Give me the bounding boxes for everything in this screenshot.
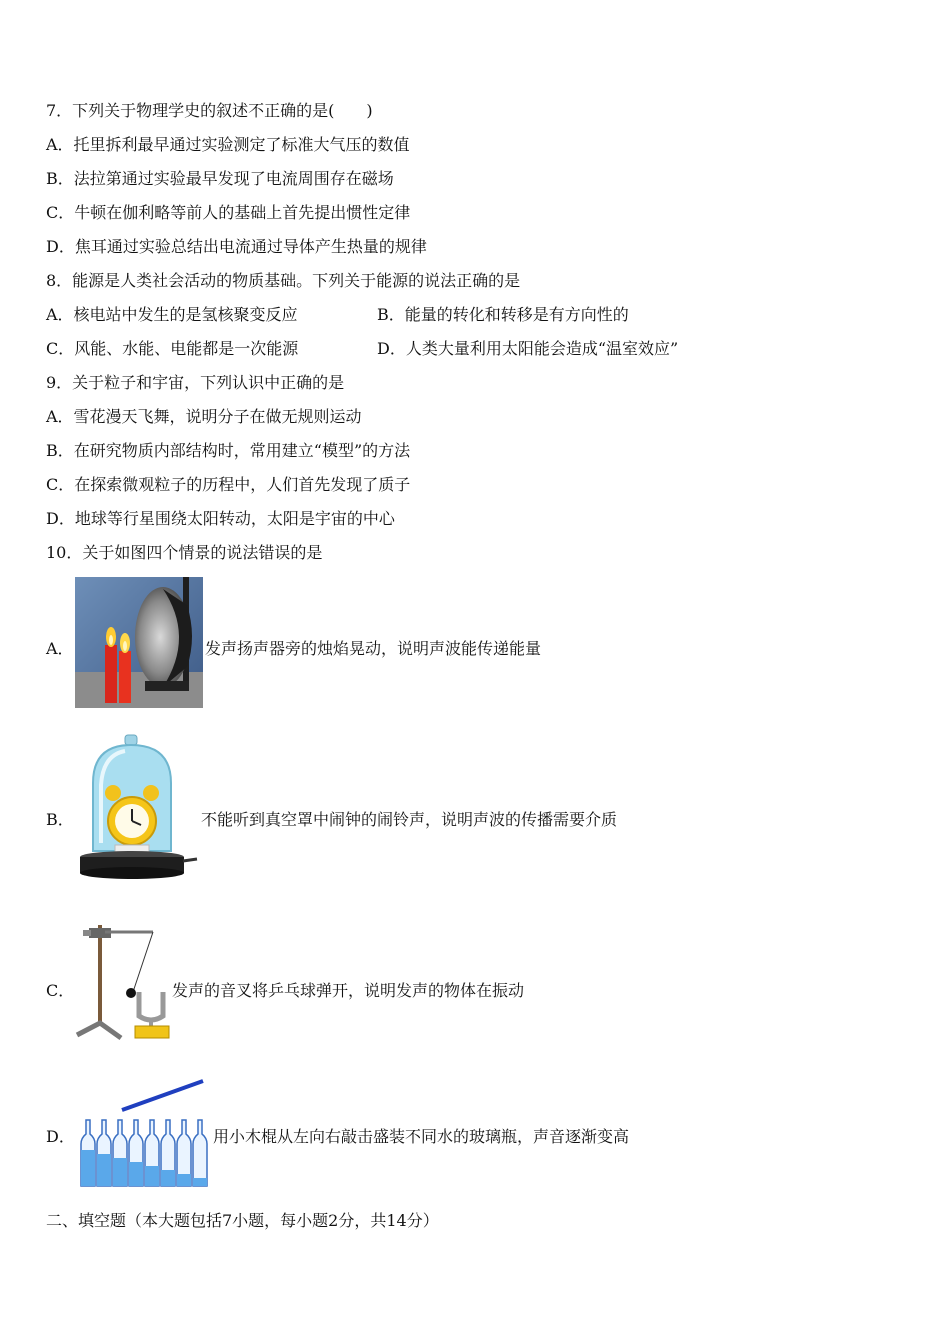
q10-option-c-text: 发声的音叉将乒乓球弹开，说明发声的物体在振动 [172,981,525,1000]
q9-option-d: D．地球等行星围绕太阳转动，太阳是宇宙的中心 [46,509,395,528]
q8-option-d: D．人类大量利用太阳能会造成“温室效应” [377,339,679,358]
q10-stem: 10．关于如图四个情景的说法错误的是 [46,543,323,562]
q10-option-d-letter: D． [46,1127,75,1146]
q9-option-a: A．雪花漫天飞舞，说明分子在做无规则运动 [46,407,362,426]
section-2-heading: 二、填空题（本大题包括7小题，每小题2分，共14分） [46,1211,439,1230]
q10-option-a-letter: A． [46,639,74,658]
q8-option-c: C．风能、水能、电能都是一次能源 [46,339,299,358]
bell-jar-alarm-clock-photo-icon [75,733,200,885]
q10-option-c-letter: C． [46,981,75,1000]
q8-option-a: A．核电站中发生的是氢核聚变反应 [46,305,298,324]
q8-option-b: B．能量的转化和转移是有方向性的 [377,305,629,324]
q9-option-c: C．在探索微观粒子的历程中，人们首先发现了质子 [46,475,411,494]
q10-option-d-text: 用小木棍从左向右敲击盛装不同水的玻璃瓶，声音逐渐变高 [213,1127,630,1146]
q9-stem: 9．关于粒子和宇宙，下列认识中正确的是 [46,373,345,392]
q7-stem: 7．下列关于物理学史的叙述不正确的是( ) [46,101,373,120]
q7-option-a: A．托里拆利最早通过实验测定了标准大气压的数值 [46,135,410,154]
speaker-candle-photo-icon [75,577,203,708]
q7-option-b: B．法拉第通过实验最早发现了电流周围存在磁场 [46,169,394,188]
tuning-fork-pendulum-drawing-icon [75,920,170,1045]
water-bottles-drawing-icon [75,1078,211,1193]
q7-option-d: D．焦耳通过实验总结出电流通过导体产生热量的规律 [46,237,427,256]
q7-option-c: C．牛顿在伽利略等前人的基础上首先提出惯性定律 [46,203,411,222]
q10-option-b-letter: B． [46,810,74,829]
q8-stem: 8．能源是人类社会活动的物质基础。下列关于能源的说法正确的是 [46,271,521,290]
q9-option-b: B．在研究物质内部结构时，常用建立“模型”的方法 [46,441,411,460]
q10-option-b-text: 不能听到真空罩中闹钟的闹铃声，说明声波的传播需要介质 [201,810,618,829]
q10-option-a-text: 发声扬声器旁的烛焰晃动，说明声波能传递能量 [205,639,542,658]
